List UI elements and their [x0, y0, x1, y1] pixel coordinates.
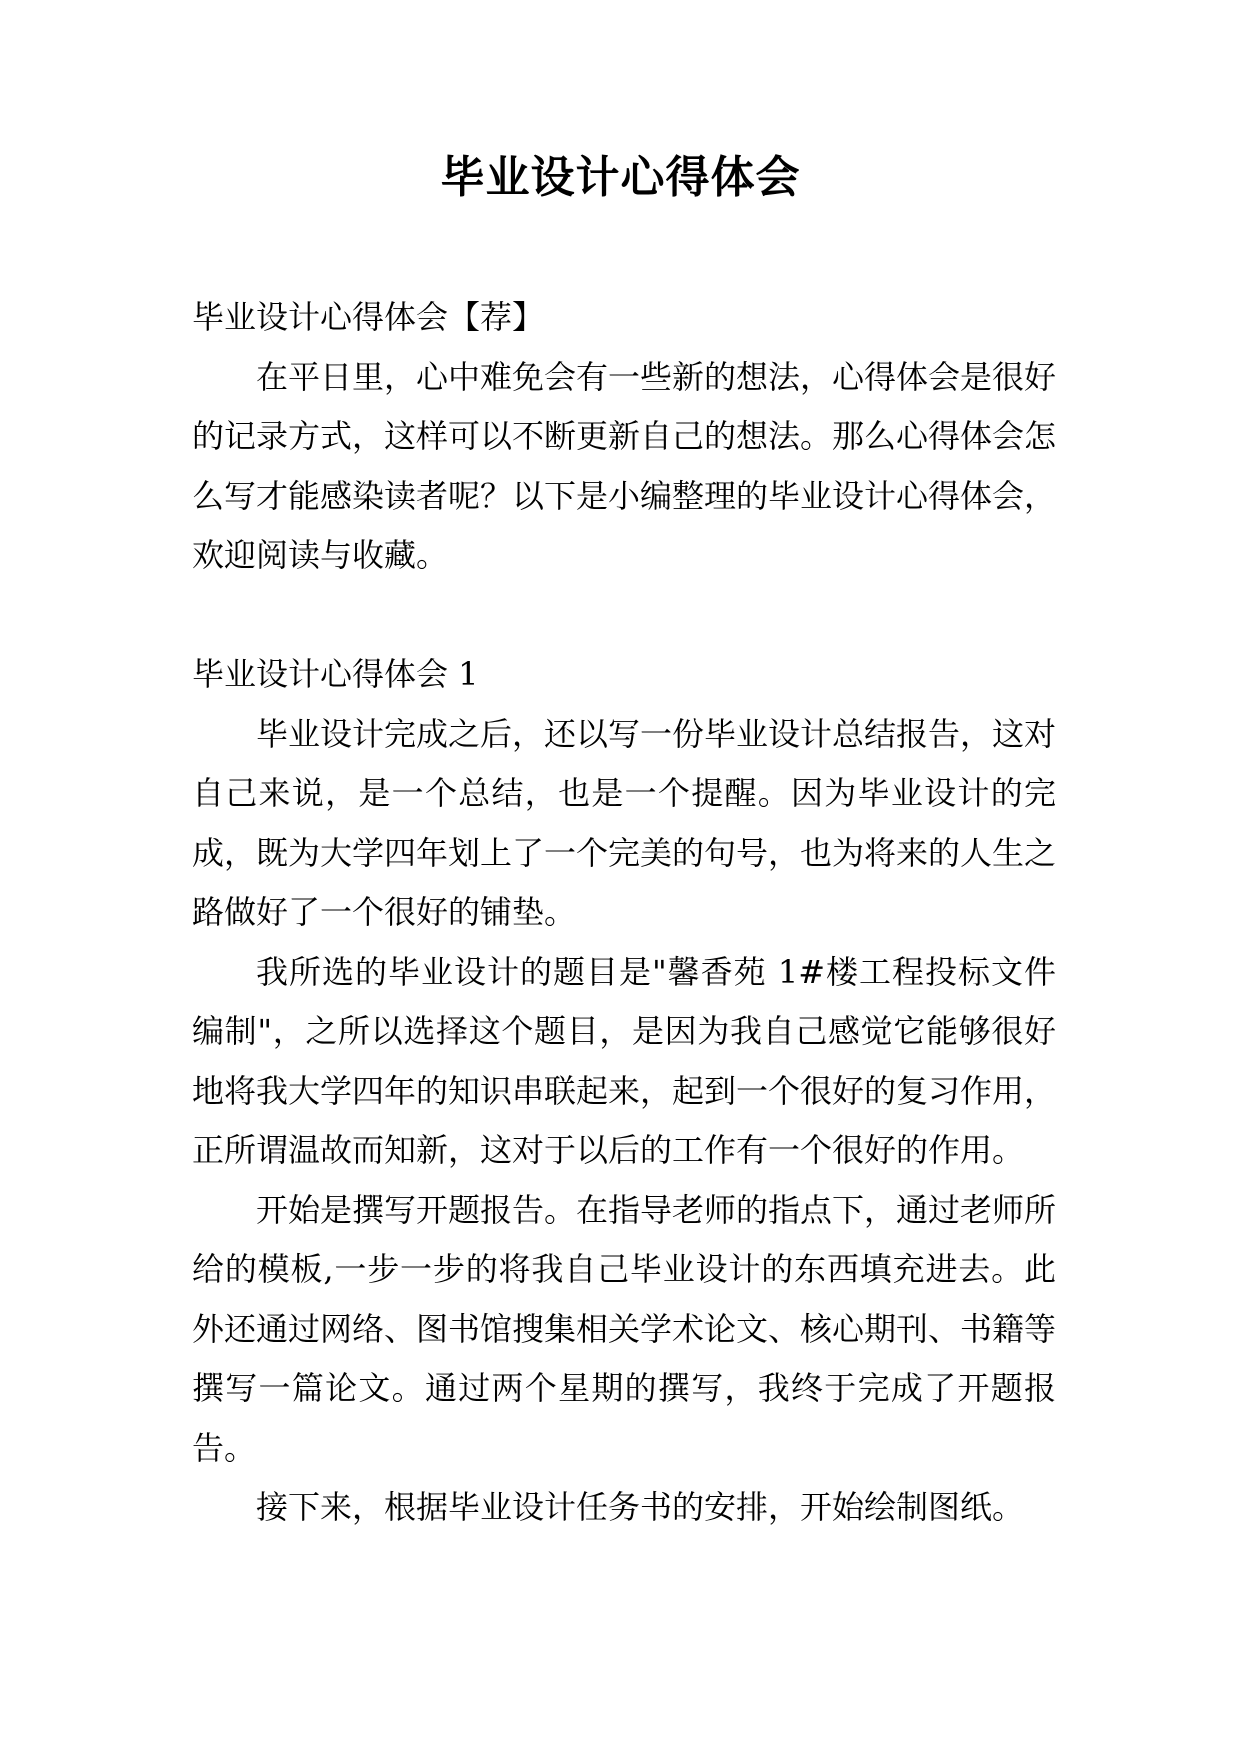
section-heading: 毕业设计心得体会 1 [192, 655, 479, 693]
body-paragraph: 开始是撰写开题报告。在指导老师的指点下，通过老师所给的模板,一步一步的将我自己毕业设计的东西填充进去。此外还通过网络、图书馆搜集相关学术论文、核心期刊、书籍等撰写一篇论文。通过两个星期的撰写，我终于完成了开题报告。 [192, 1190, 1057, 1467]
page-title: 毕业设计心得体会 [440, 152, 801, 203]
intro-heading: 毕业设计心得体会【荐】 [192, 298, 545, 336]
body-paragraph: 接下来，根据毕业设计任务书的安排，开始绘制图纸。 [256, 1488, 1025, 1526]
section-spacer [192, 586, 1056, 646]
document-body [192, 288, 1056, 1538]
intro-paragraph: 在平日里，心中难免会有一些新的想法，心得体会是很好的记录方式，这样可以不断更新自己的想法。那么心得体会怎么写才能感染读者呢？以下是小编整理的毕业设计心得体会，欢迎阅读与收藏。 [192, 357, 1057, 574]
body-paragraph: 我所选的毕业设计的题目是"馨香苑 1#楼工程投标文件编制"，之所以选择这个题目，是因为我自己感觉它能够很好地将我大学四年的知识串联起来，起到一个很好的复习作用，正所谓温故而知新，这对于以后的工作有一个很好的作用。 [192, 952, 1057, 1169]
body-paragraph: 毕业设计完成之后，还以写一份毕业设计总结报告，这对自己来说，是一个总结，也是一个提醒。因为毕业设计的完成，既为大学四年划上了一个完美的句号，也为将来的人生之路做好了一个很好的铺垫。 [192, 714, 1057, 931]
